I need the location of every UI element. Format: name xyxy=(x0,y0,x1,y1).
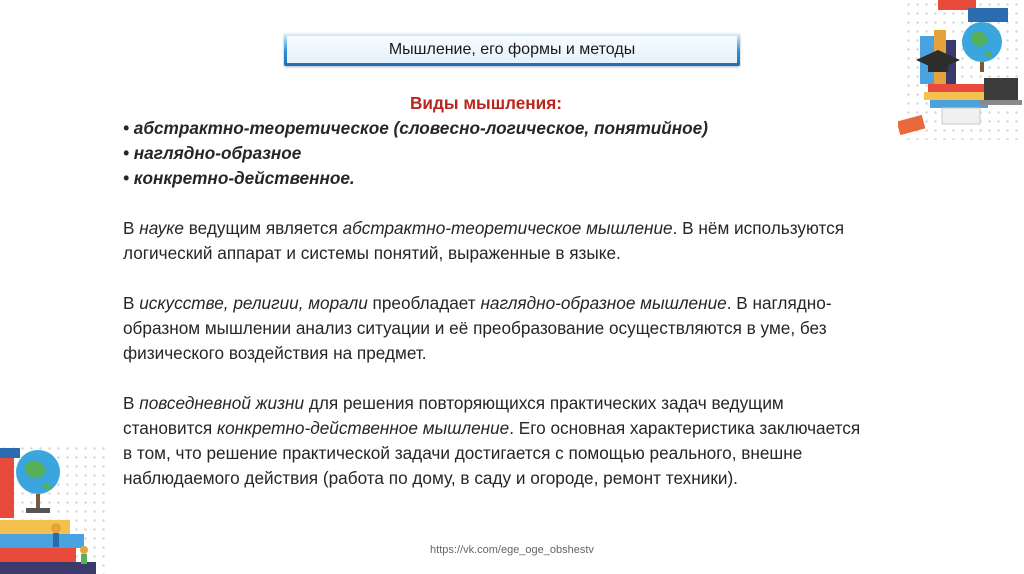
paragraph-everyday: В повседневной жизни для решения повторяющихся практических задач ведущим становится конкретно-действенное мышление. Его основная характеристика заключается в том, что решение практической задачи достигается с помощью реального, внешне наблюдаемого действия (работа по дому, в саду и огороде, ремонт техники). xyxy=(123,393,861,488)
bullet-item: • наглядно-образное xyxy=(123,143,302,163)
slide-content xyxy=(123,91,863,491)
types-heading: Виды мышления: xyxy=(409,93,562,113)
slide-title: Мышление, его формы и методы xyxy=(287,36,737,63)
bullet-item: • конкретно-действенное. xyxy=(123,168,355,188)
title-banner xyxy=(284,33,740,66)
education-illustration-top-right xyxy=(898,0,1024,140)
paragraph-art: В искусстве, религии, морали преобладает наглядно-образное мышление. В наглядно-образном мышлении анализ ситуации и её преобразование осуществляются в уме, без физического воздействия на предмет. xyxy=(123,293,832,363)
paragraph-science: В науке ведущим является абстрактно-теоретическое мышление. В нём используются логический аппарат и системы понятий, выраженные в языке. xyxy=(123,218,845,263)
footer-link[interactable]: https://vk.com/ege_oge_obshestv xyxy=(430,544,594,556)
bullet-item: • абстрактно-теоретическое (словесно-логическое, понятийное) xyxy=(123,118,708,138)
